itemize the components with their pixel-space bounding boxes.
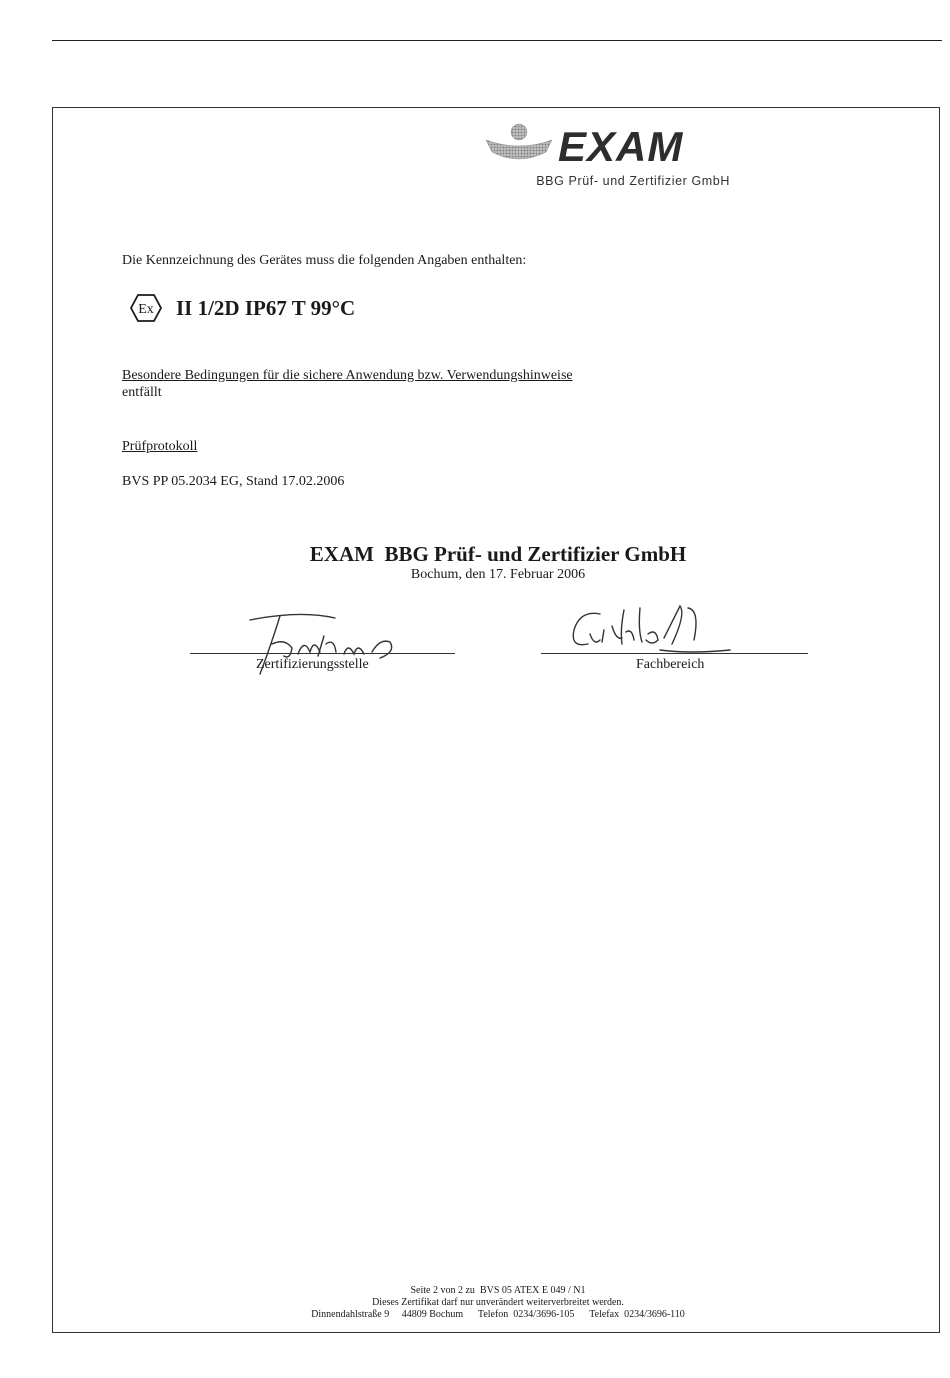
ex-hexagon-icon <box>130 293 162 323</box>
signature-label-left: Zertifizierungsstelle <box>256 657 369 672</box>
exam-logo-emblem-icon <box>484 122 554 170</box>
marking-code: II 1/2D IP67 T 99°C <box>176 295 356 320</box>
equipment-marking <box>130 292 355 324</box>
marking-intro: Die Kennzeichnung des Gerätes muss die folgenden Angaben enthalten: <box>122 253 527 268</box>
special-conditions-heading: Besondere Bedingungen für die sichere Anwendung bzw. Verwendungshinweise <box>122 368 573 383</box>
footer-page-ref: Seite 2 von 2 zu BVS 05 ATEX E 049 / N1 <box>410 1285 586 1296</box>
signature-label-right: Fachbereich <box>636 657 705 672</box>
top-rule <box>52 40 942 41</box>
test-protocol-value: BVS PP 05.2034 EG, Stand 17.02.2006 <box>122 474 345 489</box>
logo-subtitle: BBG Prüf- und Zertifizier GmbH <box>536 174 730 188</box>
special-conditions-value: entfällt <box>122 385 162 400</box>
footer-address: Dinnendahlstraße 9 44809 Bochum Telefon 0234/3696-105 Telefax 0234/3696-110 <box>311 1309 685 1320</box>
footer-notice: Dieses Zertifikat darf nur unverändert weiterverbreitet werden. <box>372 1297 624 1308</box>
signature-line-left <box>190 653 455 654</box>
page-frame <box>52 107 940 1333</box>
test-protocol-heading: Prüfprotokoll <box>122 439 198 454</box>
exam-logo <box>484 122 734 192</box>
company-name: EXAM BBG Prüf- und Zertifizier GmbH <box>309 542 687 566</box>
exam-wordmark: EXAM <box>558 123 684 170</box>
place-date: Bochum, den 17. Februar 2006 <box>410 567 586 582</box>
svg-text:Ex: Ex <box>138 302 154 317</box>
signature-line-right <box>541 653 808 654</box>
